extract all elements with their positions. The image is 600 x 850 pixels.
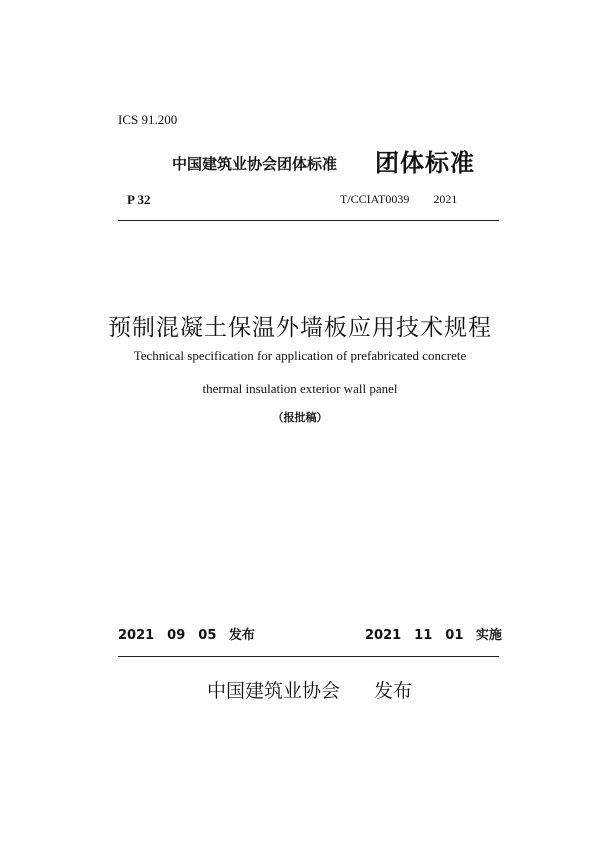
ics-code: ICS 91.200 <box>118 112 178 127</box>
standard-year: 2021 <box>433 192 458 206</box>
bottom-divider <box>118 656 499 657</box>
publish-label: 发布 <box>374 680 413 702</box>
top-divider <box>118 220 499 221</box>
association-standard-label: 中国建筑业协会团体标准 <box>172 155 338 173</box>
title-english-line-1: Technical specification for application of prefabricated concrete <box>133 348 467 363</box>
draft-status: （报批稿） <box>272 411 328 424</box>
title-chinese: 预制混凝土保温外墙板应用技术规程 <box>108 315 492 341</box>
release-date: 2021 09 05 发布 <box>118 628 255 643</box>
group-standard-label: 团体标准 <box>375 149 475 177</box>
title-english-line-2: thermal insulation exterior wall panel <box>202 381 398 396</box>
publisher-row <box>207 676 412 703</box>
standard-number-row <box>340 192 457 207</box>
implementation-date: 2021 11 01 实施 <box>365 628 502 643</box>
classification-code: P 32 <box>127 192 151 207</box>
standard-number: T/CCIAT0039 <box>340 192 410 206</box>
publisher-name: 中国建筑业协会 <box>207 680 341 702</box>
